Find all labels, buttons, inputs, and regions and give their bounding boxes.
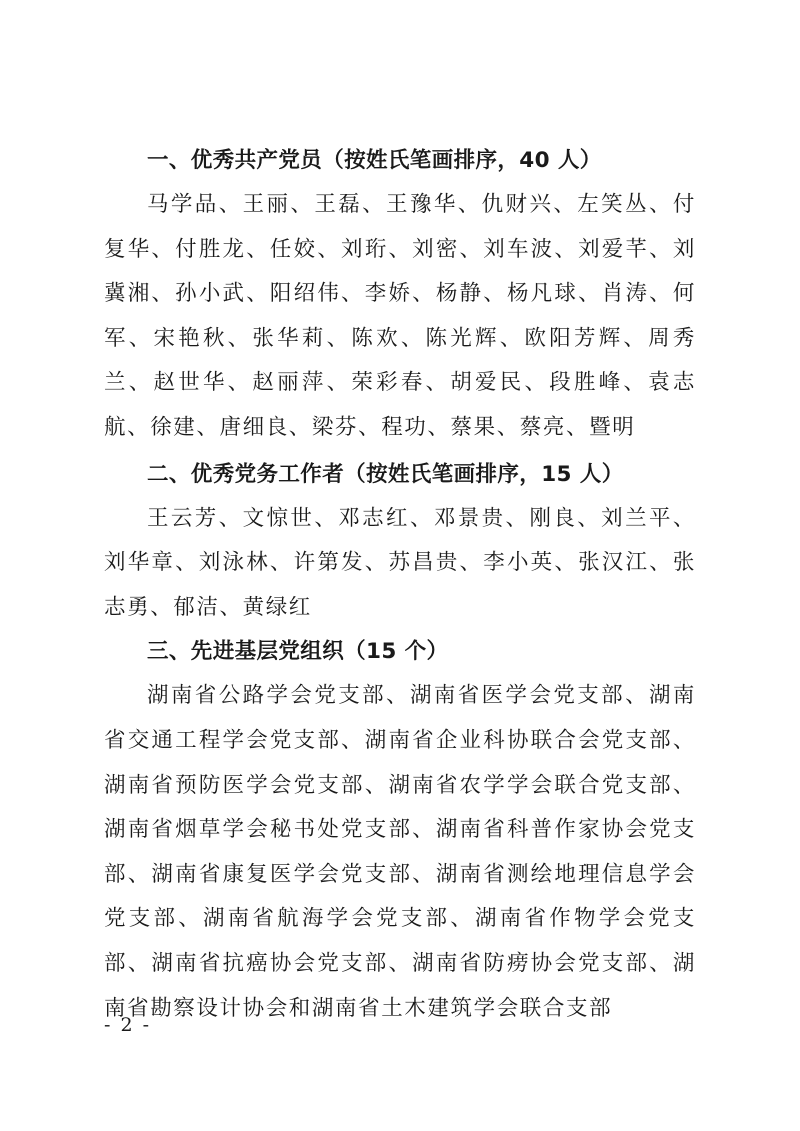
section-body-advanced-organizations: 湖南省公路学会党支部、湖南省医学会党支部、湖南省交通工程学会党支部、湖南省企业科协联合会党支部、湖南省预防医学会党支部、湖南省农学学会联合党支部、湖南省烟草学会秘书处党支部、湖南省科普作家协会党支部、湖南省康复医学会党支部、湖南省测绘地理信息学会党支部、湖南省航海学会党支部、湖南省作物学会党支部、湖南省抗癌协会党支部、湖南省防痨协会党支部、湖南省勘察设计协会和湖南省土木建筑学会联合支部: [104, 683, 696, 1021]
document-body: [104, 139, 696, 1031]
section-heading-outstanding-workers: 二、优秀党务工作者（按姓氏笔画排序，15 人）: [147, 461, 624, 487]
section-body-outstanding-workers: 王云芳、文惊世、邓志红、邓景贵、刚良、刘兰平、刘华章、刘泳林、许第发、苏昌贵、李小英、张汉江、张志勇、郁洁、黄绿红: [104, 505, 696, 620]
section-body-outstanding-members: 马学品、王丽、王磊、王豫华、仇财兴、左笑丛、付复华、付胜龙、任姣、刘珩、刘密、刘车波、刘爱芊、刘冀湘、孙小武、阳绍伟、李娇、杨静、杨凡球、肖涛、何军、宋艳秋、张华莉、陈欢、陈光辉、欧阳芳辉、周秀兰、赵世华、赵丽萍、荣彩春、胡爱民、段胜峰、袁志航、徐建、唐细良、梁芬、程功、蔡果、蔡亮、暨明: [104, 192, 696, 440]
section-heading-advanced-organizations: 三、先进基层党组织（15 个）: [147, 639, 449, 665]
section-heading-outstanding-members: 一、优秀共产党员（按姓氏笔画排序，40 人）: [147, 148, 602, 173]
page-number: - 2 -: [104, 1014, 152, 1036]
